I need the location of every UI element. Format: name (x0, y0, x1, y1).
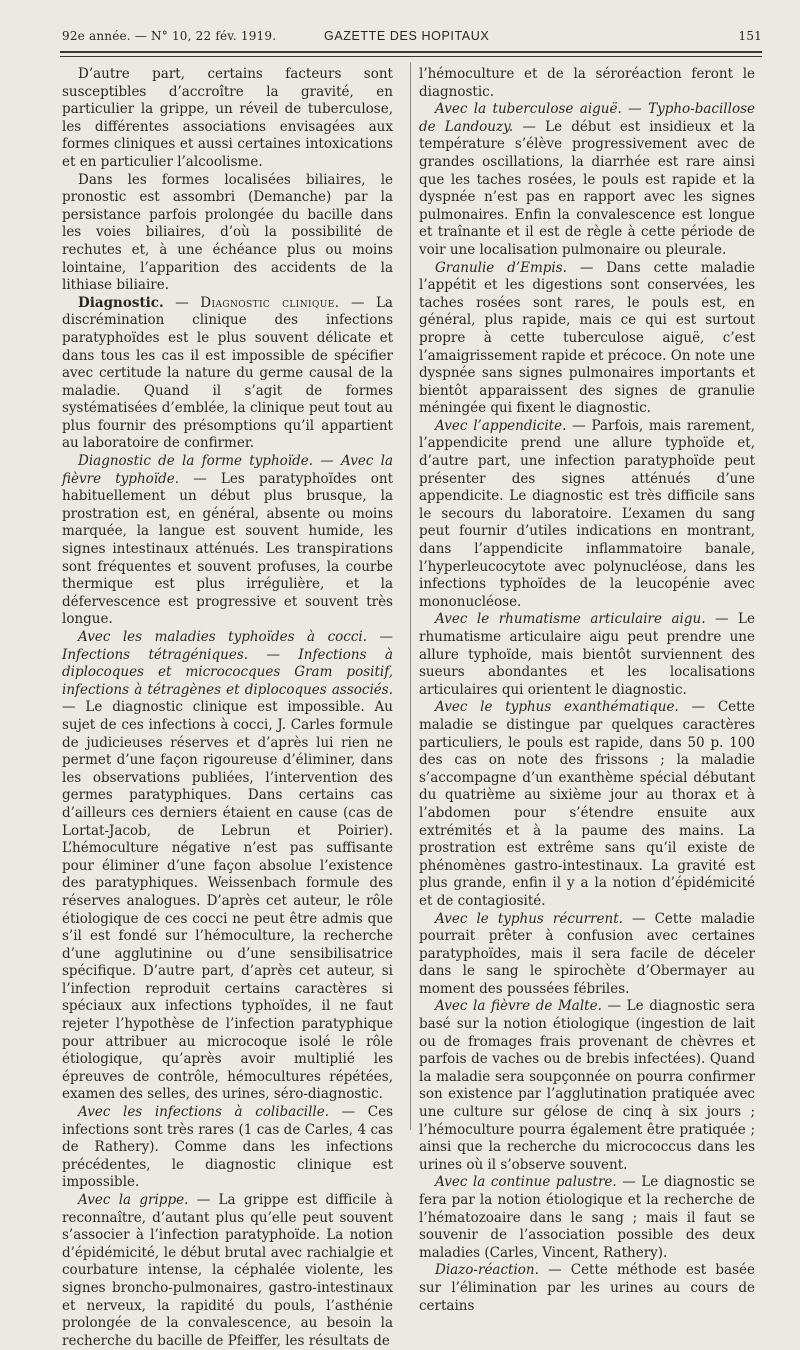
paragraph-heading: Avec la tuberculose aiguë. — Typho-bacillose de Landouzy. (419, 101, 755, 135)
paragraph-text: Le diagnostic clinique est impossible. Au sujet de ces infections à cocci, J. Carles formule de judicieuses réserves et d’après lui rien ne permet d’une façon rigoureuse d’éliminer, dans les observations publiées, l’intervention des germes paratyphiques. Dans certains cas d’ailleurs ces derniers étaient en cause (cas de Lortat-Jacob, de Lebrun et Poirier). L’hémoculture négative n’est pas suffisante pour éliminer d’une façon absolue l’existence des paratyphiques. Weissenbach formule des réserves analogues. D’après cet auteur, le rôle étiologique de ces cocci ne peut être admis que s’il est fondé sur l’hémoculture, la recherche d’une agglutinine ou d’une sensibilisatrice spécifique. D’autre part, d’après cet auteur, si l’infection reproduit certains caractères si spéciaux aux infections typhoïdes, il ne faut rejeter l’hypothèse de l’infection paratyphique pour attribuer au microcoque isolé le rôle étiologique, qu’après avoir multiplié les épreuves de contrôle, hémocultures répétées, examen des selles, des urines, séro-diagnostic. (62, 699, 393, 1103)
paragraph-text: Le début est insidieux et la température s’élève progressivement avec de grandes oscillations, la diarrhée est rare ainsi que les taches rosées, le pouls est rapide et la dyspnée n’est pas en rapport avec les signes pulmonaires. Enfin la convalescence est longue et traînante et il est de règle à cette période de voir une localisation pulmonaire ou pleurale. (419, 118, 755, 258)
paragraph-text: Les paratyphoïdes ont habituellement un début plus brusque, la prostration est, en général, absente ou moins marquée, la langue est souvent humide, les signes intestinaux atténués. Les transpirations sont fréquentes et souvent profuses, la courbe thermique est plus irrégulière, et la défervescence est progressive et souvent très longue. (62, 470, 393, 628)
paragraph-heading: Avec les infections à colibacille. (78, 1104, 329, 1121)
paragraph: Avec la fièvre de Malte. — Le diagnostic sera basé sur la notion étiologique (ingestion de lait ou de fromages frais provenant de chèvres et parfois de vaches ou de brebis infectées). Quand la maladie sera soupçonnée on pourra confirmer son existence par l’agglutination pratiquée avec une culture sur gélose de cinq à six jours ; l’hémoculture pourra également être pratiquée ; ainsi que la recherche du micrococcus dans les urines où il s’observe souvent. (419, 998, 755, 1173)
left-column (62, 66, 393, 1350)
header-rule-thick (60, 51, 762, 53)
paragraph-heading: Avec les maladies typhoïdes à cocci. — Infections tétragéniques. — Infections à diplocoques et micrococques Gram positif, infections à tétragènes et diplocoques associés. (62, 629, 393, 698)
subsection-heading: Diagnostic clinique. (200, 294, 340, 311)
paragraph-text: Cette maladie se distingue par quelques caractères particuliers, le pouls est rapide, dans 50 p. 100 des cas on note des frissons ; la maladie s’accompagne d’un exanthème spécial débutant du quatrième au sixième jour au thorax et à l’abdomen pour s’étendre ensuite aux extrémités et à la paume des mains. La prostration est extrême sans qu’il existe de phénomènes gastro-intestinaux. La gravité est plus grande, enfin il y a la notion d’épidémicité et de contagiosité. (419, 699, 755, 909)
paragraph-text: Le diagnostic se fera par la notion étiologique et la recherche de l’hématozoaire dans le sang ; mais il faut se souvenir de l’association possible des deux maladies (Carles, Vincent, Rathery). (419, 1174, 755, 1261)
paragraph: Diazo-réaction. — Cette méthode est basée sur l’élimination par les urines au cours de certains (419, 1262, 755, 1314)
issue-info: 92e année. — N° 10, 22 fév. 1919. (62, 29, 277, 43)
page-header (62, 29, 762, 51)
paragraph-heading: Avec la grippe. (78, 1192, 189, 1208)
paragraph-heading: Granulie d’Empis. (435, 259, 567, 276)
paragraph-heading: Avec le typhus récurrent. (435, 910, 623, 927)
paragraph-heading: Avec la fièvre de Malte. (435, 998, 602, 1015)
journal-title: GAZETTE DES HOPITAUX (324, 29, 490, 43)
paragraph: Dans les formes localisées biliaires, le pronostic est assombri (Demanche) par la persistance parfois prolongée du bacille dans les voies biliaires, d’où la possibilité de rechutes et, à une échéance plus ou moins lointaine, l’apparition des accidents de la lithiase biliaire. (62, 171, 393, 294)
paragraph-heading: Avec la continue palustre. (435, 1174, 617, 1191)
paragraph-text: Le diagnostic sera basé sur la notion étiologique (ingestion de lait ou de fromages frais provenant de chèvres et parfois de vaches ou de brebis infectées). Quand la maladie sera soupçonnée on pourra confirmer son existence par l’agglutination pratiquée avec une culture sur gélose de cinq à six jours ; l’hémoculture pourra également être pratiquée ; ainsi que la recherche du micrococcus dans les urines où il s’observe souvent. (419, 998, 755, 1173)
paragraph-text: Dans cette maladie l’appétit et les digestions sont conservées, les taches rosées sont rares, le pouls est, en général, plus rapide, mais ce qui est surtout propre à cette tuberculose aiguë, c’est l’amaigrissement rapide et précoce. On note une dyspnée sans signes pulmonaires importants et bientôt apparaissent des signes de granulie méningée qui fixent le diagnostic. (419, 259, 755, 417)
paragraph: l’hémoculture et de la séroréaction feront le diagnostic. (419, 66, 755, 100)
paragraph: Avec la grippe. — La grippe est difficile à reconnaître, d’autant plus qu’elle peut souvent s’associer à l’infection paratyphoïde. La notion d’épidémicité, le début brutal avec rachialgie et courbature intense, la céphalée violente, les signes broncho-pulmonaires, gastro-intestinaux et nerveux, la rapidité du pouls, l’asthénie prolongée de la convalescence, au besoin la recherche du bacille de Pfeiffer, les résultats de (62, 1192, 393, 1349)
paragraph-text: Cette méthode est basée sur l’élimination par les urines au cours de certains (419, 1262, 755, 1314)
paragraph: Avec la tuberculose aiguë. — Typho-bacillose de Landouzy. — Le début est insidieux et la température s’élève progressivement avec de grandes oscillations, la diarrhée est rare ainsi que les taches rosées, le pouls est rapide et la dyspnée n’est pas en rapport avec les signes pulmonaires. Enfin la convalescence est longue et traînante et il est de règle à cette période de voir une localisation pulmonaire ou pleurale. (419, 101, 755, 258)
paragraph: Avec le typhus exanthématique. — Cette maladie se distingue par quelques caractères particuliers, le pouls est rapide, dans 50 p. 100 des cas on note des frissons ; la maladie s’accompagne d’un exanthème spécial débutant du quatrième au sixième jour au thorax et à l’abdomen pour s’étendre ensuite aux extrémités et à la paume des mains. La prostration est extrême sans qu’il existe de phénomènes gastro-intestinaux. La gravité est plus grande, enfin il y a la notion d’épidémicité et de contagiosité. (419, 699, 755, 909)
paragraph: Avec les maladies typhoïdes à cocci. — Infections tétragéniques. — Infections à diplocoques et micrococques Gram positif, infections à tétragènes et diplocoques associés. — Le diagnostic clinique est impossible. Au sujet de ces infections à cocci, J. Carles formule de judicieuses réserves et d’après lui rien ne permet d’une façon rigoureuse d’éliminer, dans les observations publiées, l’intervention des germes paratyphiques. Dans certains cas d’ailleurs ces derniers étaient en cause (cas de Lortat-Jacob, de Lebrun et Poirier). L’hémoculture négative n’est pas suffisante pour éliminer d’une façon absolue l’existence des paratyphiques. Weissenbach formule des réserves analogues. D’après cet auteur, le rôle étiologique de ces cocci ne peut être admis que s’il est fondé sur l’hémoculture, la recherche d’une agglutinine ou d’une sensibilisatrice spécifique. D’autre part, d’après cet auteur, si l’infection reproduit certains caractères si spéciaux aux infections typhoïdes, il ne faut rejeter l’hypothèse de l’infection paratyphique pour attribuer au microcoque isolé le rôle étiologique, qu’après avoir multiplié les épreuves de contrôle, hémocultures répétées, examen des selles, des urines, séro-diagnostic. (62, 629, 393, 1103)
section-heading: Diagnostic. (78, 294, 164, 311)
paragraph: Granulie d’Empis. — Dans cette maladie l’appétit et les digestions sont conservées, les taches rosées sont rares, le pouls est, en général, plus rapide, mais ce qui est surtout propre à cette tuberculose aiguë, c’est l’amaigrissement rapide et précoce. On note une dyspnée sans signes pulmonaires importants et bientôt apparaissent des signes de granulie méningée qui fixent le diagnostic. (419, 259, 755, 417)
paragraph-heading: Avec le rhumatisme articulaire aigu. (435, 611, 706, 628)
paragraph: Avec les infections à colibacille. — Ces infections sont très rares (1 cas de Carles, 4 cas de Rathery). Comme dans les infections précédentes, le diagnostic clinique est impossible. (62, 1104, 393, 1191)
paragraph: Diagnostic. — Diagnostic clinique. — La discrémination clinique des infections paratyphoïdes est le plus souvent délicate et dans tous les cas il est impossible de spécifier avec certitude la nature du germe causal de la maladie. Quand il s’agit de formes systématisées d’emblée, la clinique peut tout au plus fournir des présomptions qu’il appartient au laboratoire de confirmer. (62, 294, 393, 452)
column-divider (410, 62, 411, 1130)
paragraph-text: Parfois, mais rarement, l’appendicite prend une allure typhoïde et, d’autre part, une infection paratyphoïde peut présenter des signes atténués d’une appendicite. Le diagnostic est très difficile sans le secours du laboratoire. L’examen du sang peut fournir d’utiles indications en montrant, dans l’appendicite inflammatoire banale, l’hyperleucocytote avec polynucléose, dans les infections typhoïdes de la leucopénie avec mononucléose. (419, 417, 755, 610)
paragraph: Avec l’appendicite. — Parfois, mais rarement, l’appendicite prend une allure typhoïde et, d’autre part, une infection paratyphoïde peut présenter des signes atténués d’une appendicite. Le diagnostic est très difficile sans le secours du laboratoire. L’examen du sang peut fournir d’utiles indications en montrant, dans l’appendicite inflammatoire banale, l’hyperleucocytote avec polynucléose, dans les infections typhoïdes de la leucopénie avec mononucléose. (419, 417, 755, 610)
paragraph: Avec le rhumatisme articulaire aigu. — Le rhumatisme articulaire aigu peut prendre une allure typhoïde, mais bientôt surviennent des sueurs abondantes et les localisations articulaires qui orientent le diagnostic. (419, 611, 755, 698)
page-number: 151 (738, 29, 762, 43)
paragraph-text: Cette maladie pourrait prêter à confusion avec certaines paratyphoïdes, mais il sera facile de déceler dans le sang le spirochète d’Obermayer au moment des poussées fébriles. (419, 910, 755, 997)
paragraph: D’autre part, certains facteurs sont susceptibles d’accroître la gravité, en particulier la grippe, un réveil de tuberculose, les différentes associations envisagées aux formes cliniques et aussi certaines intoxications et en particulier l’alcoolisme. (62, 66, 393, 170)
paragraph: Diagnostic de la forme typhoïde. — Avec la fièvre typhoïde. — Les paratyphoïdes ont habituellement un début plus brusque, la prostration est, en général, absente ou moins marquée, la langue est souvent humide, les signes intestinaux atténués. Les transpirations sont fréquentes et souvent profuses, la courbe thermique est plus irrégulière, et la défervescence est progressive et souvent très longue. (62, 453, 393, 628)
paragraph-text: Le rhumatisme articulaire aigu peut prendre une allure typhoïde, mais bientôt surviennent des sueurs abondantes et les localisations articulaires qui orientent le diagnostic. (419, 611, 755, 698)
paragraph-text: La discrémination clinique des infections paratyphoïdes est le plus souvent délicate et dans tous les cas il est impossible de spécifier avec certitude la nature du germe causal de la maladie. Quand il s’agit de formes systématisées d’emblée, la clinique peut tout au plus fournir des présomptions qu’il appartient au laboratoire de confirmer. (62, 294, 393, 452)
paragraph-heading: Diazo-réaction. (435, 1262, 539, 1279)
paragraph-text: La grippe est difficile à reconnaître, d’autant plus qu’elle peut souvent s’associer à l’infection paratyphoïde. La notion d’épidémicité, le début brutal avec rachialgie et courbature intense, la céphalée violente, les signes broncho-pulmonaires, gastro-intestinaux et nerveux, la rapidité du pouls, l’asthénie prolongée de la convalescence, au besoin la recherche du bacille de Pfeiffer, les résultats de (62, 1192, 393, 1349)
paragraph-heading: Diagnostic de la forme typhoïde. — Avec la fièvre typhoïde. (62, 453, 393, 487)
paragraph-heading: Avec le typhus exanthématique. (435, 699, 679, 716)
paragraph: Avec la continue palustre. — Le diagnostic se fera par la notion étiologique et la recherche de l’hématozoaire dans le sang ; mais il faut se souvenir de l’association possible des deux maladies (Carles, Vincent, Rathery). (419, 1174, 755, 1261)
paragraph-heading: Avec l’appendicite. (435, 417, 567, 434)
right-column (419, 66, 755, 1315)
paragraph: Avec le typhus récurrent. — Cette maladie pourrait prêter à confusion avec certaines paratyphoïdes, mais il sera facile de déceler dans le sang le spirochète d’Obermayer au moment des poussées fébriles. (419, 910, 755, 997)
header-rule-thin (60, 56, 762, 57)
paragraph-text: Ces infections sont très rares (1 cas de Carles, 4 cas de Rathery). Comme dans les infections précédentes, le diagnostic clinique est impossible. (62, 1104, 393, 1191)
